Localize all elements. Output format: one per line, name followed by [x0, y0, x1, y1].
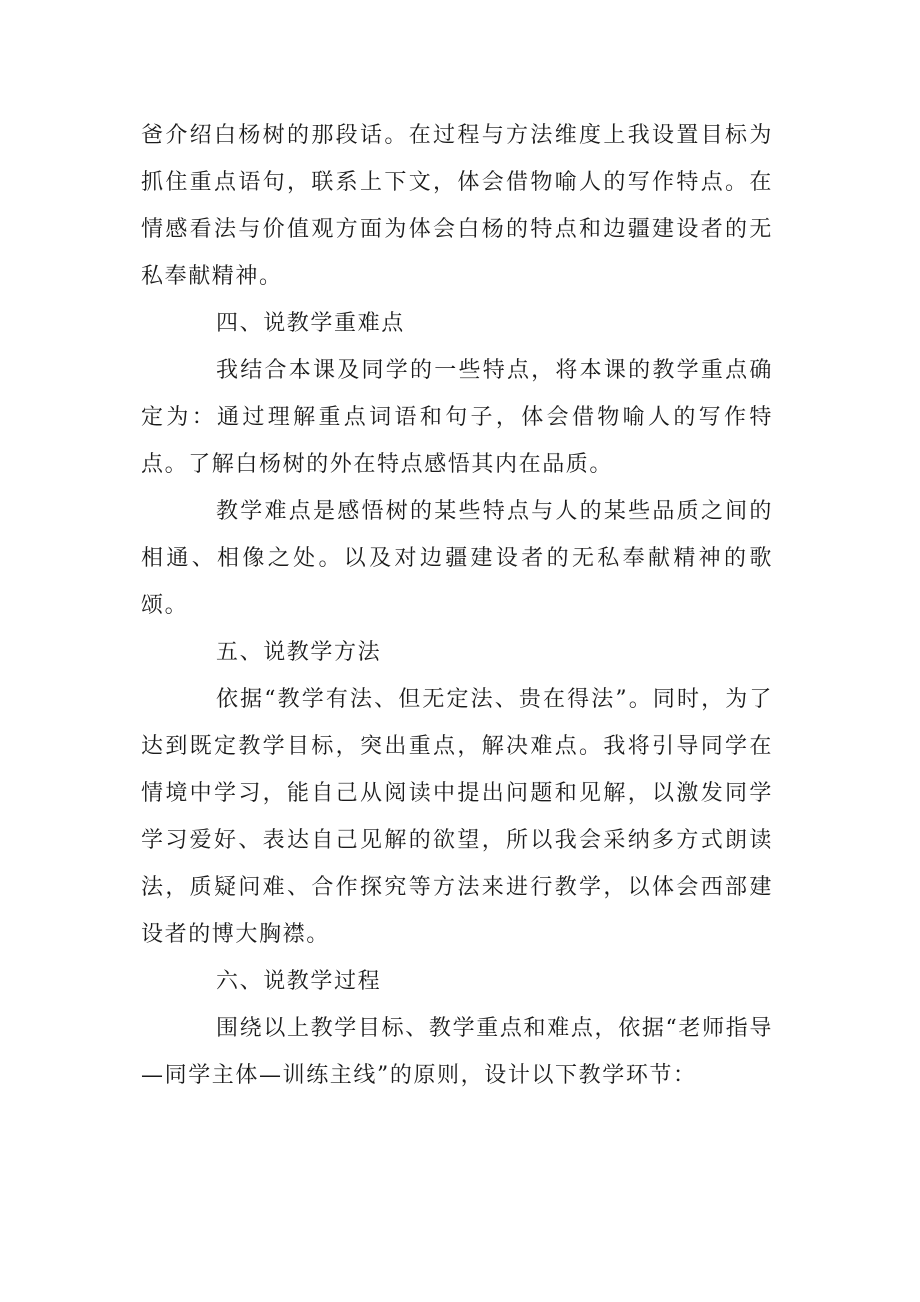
section-heading-key-difficult-points: 四、说教学重难点 [216, 311, 405, 336]
paragraph-teaching-focus: 我结合本课及同学的一些特点，将本课的教学重点确定为：通过理解重点词语和句子，体会借物喻人的写作特点。了解白杨树的外在特点感悟其内在品质。 [141, 358, 773, 477]
paragraph-teaching-process: 围绕以上教学目标、教学重点和难点，依据“老师指导—同学主体—训练主线”的原则，设计以下教学环节： [141, 1016, 773, 1088]
section-heading-teaching-process: 六、说教学过程 [216, 969, 382, 994]
section-heading-teaching-methods: 五、说教学方法 [216, 640, 382, 665]
paragraph-teaching-difficulty: 教学难点是感悟树的某些特点与人的某些品质之间的相通、相像之处。以及对边疆建设者的无私奉献精神的歌颂。 [141, 499, 773, 618]
paragraph-teaching-methods: 依据“教学有法、但无定法、贵在得法”。同时，为了达到既定教学目标，突出重点，解决难点。我将引导同学在情境中学习，能自己从阅读中提出问题和见解，以激发同学学习爱好、表达自己见解的欲望，所以我会采纳多方式朗读法，质疑问难、合作探究等方法来进行教学，以体会西部建设者的博大胸襟。 [141, 687, 773, 947]
paragraph-goals-continued: 爸介绍白杨树的那段话。在过程与方法维度上我设置目标为抓住重点语句，联系上下文，体会借物喻人的写作特点。在情感看法与价值观方面为体会白杨的特点和边疆建设者的无私奉献精神。 [141, 123, 773, 289]
document-body [141, 112, 773, 1099]
